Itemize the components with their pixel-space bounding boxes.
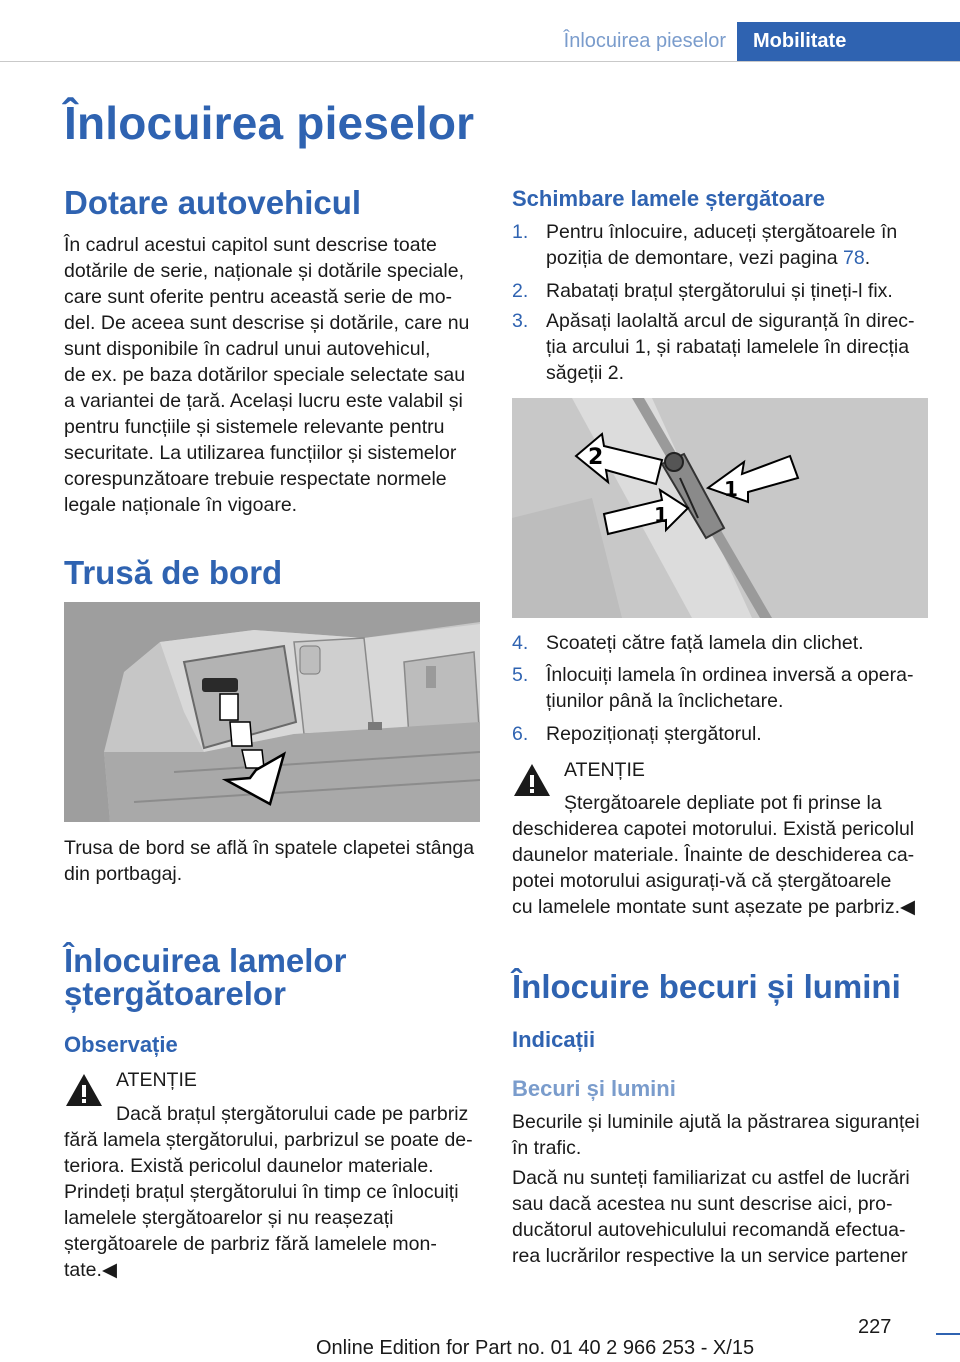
warning-title: ATENȚIE: [564, 759, 645, 781]
step-text: [546, 721, 936, 747]
page-number: 227: [858, 1316, 892, 1338]
text-line: teriora. Există pericolul daunelor materiale.: [64, 1155, 434, 1177]
text-line: de ex. pe baza dotărilor speciale selectate sau: [64, 364, 466, 386]
arrow-label: 2: [588, 445, 604, 470]
heading-becuri-lumini: Becuri și lumini: [512, 1076, 676, 1101]
arrow-label: 1: [724, 477, 738, 501]
text-line: lamelele ștergătoarelor și nu reașezați: [64, 1207, 394, 1229]
paragraph-daca: [512, 1165, 942, 1269]
text-segment: .: [864, 247, 871, 269]
heading-inlocuirea-lamelor: [64, 944, 346, 1010]
text-line: Pentru înlocuire, aduceți ștergătoarele în: [546, 221, 898, 243]
step-number: 6.: [512, 723, 529, 745]
step-text: [546, 278, 936, 304]
text-line: ducătorul autovehiculului recomandă efectua‐: [512, 1219, 906, 1241]
text-line: Înlocuiți lamela în ordinea inversă a opera‐: [546, 664, 914, 686]
header-tab-mobilitate[interactable]: Mobilitate: [737, 22, 960, 62]
text-line: Scoateți către față lamela din clichet.: [546, 632, 864, 654]
heading-trusa-de-bord: Trusă de bord: [64, 554, 283, 591]
text-line: fără lamela ștergătorului, parbrizul se poate de‐: [64, 1129, 473, 1151]
step-5: [512, 662, 932, 714]
text-line: securitate. La utilizarea funcțiilor și sistemelor: [64, 442, 457, 464]
footer-rule: [936, 1333, 960, 1335]
warning-first-line: Dacă brațul ștergătorului cade pe parbriz: [116, 1103, 469, 1125]
text-line: Trusa de bord se află în spatele clapetei stânga: [64, 837, 475, 859]
text-line: corespunzătoare trebuie respectate normele: [64, 468, 447, 490]
text-line: rea lucrărilor respective la un service partener: [512, 1245, 908, 1267]
text-line: Rabatați brațul ștergătorului și țineți-l fix.: [546, 280, 893, 302]
text-line: potei motorului asigurați-vă că ștergătoarele: [512, 870, 892, 892]
text-line: daunelor materiale. Înainte de deschiderea ca‐: [512, 844, 915, 866]
figure-wiper-blade: [512, 398, 928, 618]
text-line: sunt disponibile în cadrul unui autovehicul,: [64, 338, 431, 360]
header-section-title: Înlocuirea pieselor: [563, 30, 726, 52]
text-line: ștergătoarele de parbriz fără lamelele mon‐: [64, 1233, 437, 1255]
heading-inlocuire-becuri: Înlocuire becuri și lumini: [512, 968, 901, 1005]
step-1: [512, 219, 932, 271]
step-number: 1.: [512, 221, 529, 243]
text-line: dotările de serie, naționale și dotările speciale,: [64, 260, 464, 282]
step-2: [512, 278, 932, 304]
step-number: 2.: [512, 280, 529, 302]
text-line: del. De aceea sunt descrise și dotările, care nu: [64, 312, 470, 334]
text-line: a variantei de țară. Același lucru este valabil și: [64, 390, 463, 412]
paragraph-trusa: [64, 835, 484, 887]
heading-dotare-autovehicul: Dotare autovehicul: [64, 184, 362, 221]
heading-observatie: Observație: [64, 1032, 178, 1057]
text-line: Prindeți brațul ștergătorului în timp ce înlocuiți: [64, 1181, 459, 1203]
warning-text: [512, 816, 942, 920]
step-3: [512, 308, 932, 386]
footer-edition: Online Edition for Part no. 01 40 2 966 253 - X/15: [316, 1337, 755, 1359]
step-number: 5.: [512, 664, 529, 686]
header-divider: [0, 61, 960, 62]
text-line: Dacă nu sunteți familiarizat cu astfel de lucrări: [512, 1167, 910, 1189]
heading-indicatii: Indicații: [512, 1027, 596, 1052]
warning-first-line: Ștergătoarele depliate pot fi prinse la: [564, 792, 882, 814]
text-line: sau dacă acestea nu sunt descrise aici, pro‐: [512, 1193, 893, 1215]
step-text: [546, 219, 936, 271]
paragraph-becuri: [512, 1109, 942, 1161]
heading-line: Înlocuirea lamelor: [64, 942, 347, 979]
text-line: În cadrul acestui capitol sunt descrise toate: [64, 234, 437, 256]
heading-schimbare-lamele: Schimbare lamele ștergătoare: [512, 186, 826, 211]
step-4: [512, 630, 932, 656]
text-line: țiunilor până la înclichetare.: [546, 690, 784, 712]
text-line: [546, 245, 936, 271]
text-segment: poziția de demontare, vezi pagina: [546, 247, 844, 269]
warning-icon: [64, 1072, 104, 1108]
page-link-78[interactable]: 78: [843, 247, 865, 269]
text-line: din portbagaj.: [64, 863, 183, 885]
text-line: Becurile și luminile ajută la păstrarea siguranței: [512, 1111, 920, 1133]
step-text: [546, 630, 936, 656]
step-text: [546, 662, 936, 714]
text-line: legale naționale în vigoare.: [64, 494, 298, 516]
text-line: deschiderea capotei motorului. Există pericolul: [512, 818, 915, 840]
step-6: [512, 721, 932, 747]
text-line: cu lamelele montate sunt așezate pe parbriz.◀: [512, 896, 916, 918]
step-text: [546, 308, 936, 386]
step-number: 4.: [512, 632, 529, 654]
page-title: Înlocuirea pieselor: [64, 97, 475, 149]
step-number: 3.: [512, 310, 529, 332]
arrow-label: 1: [654, 503, 668, 527]
text-line: în trafic.: [512, 1137, 582, 1159]
warning-text: [64, 1127, 484, 1283]
text-line: care sunt oferite pentru această serie de mo‐: [64, 286, 453, 308]
heading-line: ștergătoarelor: [64, 975, 286, 1012]
paragraph-dotare: [64, 232, 484, 518]
text-line: tate.◀: [64, 1259, 117, 1281]
text-line: Apăsați laolaltă arcul de siguranță în direc‐: [546, 310, 915, 332]
figure-trunk-first-aid: [64, 602, 480, 822]
text-line: Repoziționați ștergătorul.: [546, 723, 762, 745]
text-line: săgeții 2.: [546, 362, 625, 384]
text-line: pentru funcțiile și sistemele relevante pentru: [64, 416, 445, 438]
warning-icon: [512, 762, 552, 798]
text-line: ția arcului 1, și rabatați lamelele în direcția: [546, 336, 910, 358]
warning-title: ATENȚIE: [116, 1069, 197, 1091]
